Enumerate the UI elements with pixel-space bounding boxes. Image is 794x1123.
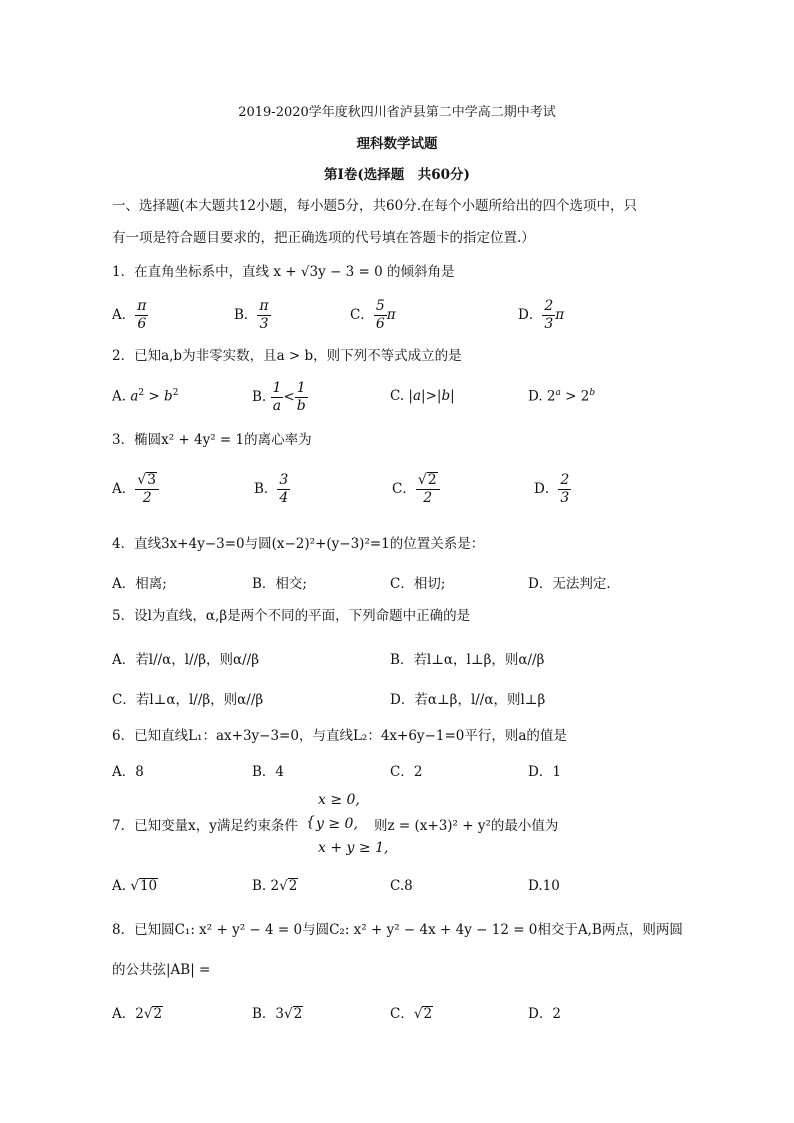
question-7-option-c: C.8: [390, 878, 413, 894]
instructions-line-2: 有一项是符合题目要求的，把正确选项的代号填在答题卡的指定位置.）: [112, 230, 535, 246]
question-3-option-a: A． $\frac{√3}{2}$: [112, 472, 159, 507]
question-8-option-d: D．2: [528, 1006, 561, 1022]
question-7-option-d: D.10: [528, 878, 560, 894]
question-8-stem-2: 的公共弦|AB| =: [112, 962, 211, 978]
question-7-constraint-2: y ≥ 0,: [316, 816, 358, 832]
question-5-stem: 5．设l为直线，α,β是两个不同的平面，下列命题中正确的是: [112, 608, 471, 624]
question-3-stem: 3．椭圆x² + 4y² = 1的离心率为: [112, 432, 312, 448]
question-7-option-b: B. 2√2: [252, 878, 298, 894]
question-1-option-c: C． $\frac{5}{6}$ π: [350, 298, 396, 332]
question-3-option-d: D． $\frac{2}{3}$: [534, 472, 570, 506]
question-2-stem: 2．已知a,b为非零实数，且a > b，则下列不等式成立的是: [112, 348, 462, 364]
question-2-option-d: D. $2^a > 2^b$: [528, 388, 596, 405]
question-6-option-c: C．2: [390, 764, 423, 780]
question-6-stem: 6．已知直线L₁：ax+3y−3=0，与直线L₂：4x+6y−1=0平行，则a的值是: [112, 728, 567, 744]
question-1-option-b: B． $\frac{\pi}{3}$: [234, 298, 269, 332]
question-8-option-c: C．√2: [390, 1006, 433, 1022]
question-2-option-c: C. |a|>|b|: [390, 388, 455, 404]
question-4-stem: 4．直线3x+4y−3=0与圆(x−2)²+(y−3)²=1的位置关系是：: [112, 536, 485, 552]
question-7-option-a: A. √10: [112, 878, 158, 894]
instructions-line-1: 一、选择题(本大题共12小题，每小题5分，共60分.在每个小题所给出的四个选项中，只: [112, 198, 638, 214]
question-3-option-c: C． $\frac{√2}{2}$: [392, 472, 440, 507]
question-5-option-a: A．若l//α，l//β，则α//β: [112, 652, 260, 668]
question-2-option-a: A. $a^2 > b^2$: [112, 388, 179, 405]
question-2-option-b: B. $\frac{1}{a}$ < $\frac{1}{b}$: [252, 380, 306, 414]
question-4-option-d: D．无法判定.: [528, 576, 611, 592]
question-7-stem: 7．已知变量x，y满足约束条件: [112, 818, 298, 834]
question-1-option-d: D． $\frac{2}{3}$ π: [518, 298, 565, 332]
exam-subtitle: 理科数学试题: [356, 136, 438, 152]
question-4-option-c: C．相切;: [390, 576, 446, 592]
question-6-option-d: D．1: [528, 764, 561, 780]
question-5-option-d: D．若α⊥β，l//α，则l⊥β: [390, 692, 546, 708]
question-4-option-a: A．相离;: [112, 576, 167, 592]
question-6-option-a: A．8: [112, 764, 144, 780]
question-7-constraint-1: x ≥ 0,: [318, 792, 360, 808]
exam-title: 2019-2020学年度秋四川省泸县第二中学高二期中考试: [238, 105, 556, 120]
question-8-option-a: A．2√2: [112, 1006, 163, 1022]
section-heading: 第I卷(选择题 共60分): [324, 167, 470, 183]
question-3-option-b: B． $\frac{3}{4}$: [254, 472, 289, 506]
question-1-stem: 1．在直角坐标系中，直线 x + √3y − 3 = 0 的倾斜角是: [112, 264, 455, 280]
question-5-option-b: B．若l⊥α，l⊥β，则α//β: [390, 652, 545, 668]
question-8-stem: 8．已知圆C₁: x² + y² − 4 = 0与圆C₂: x² + y² − 4x + 4y − 12 = 0相交于A,B两点，则两圆: [112, 922, 683, 938]
question-4-option-b: B．相交;: [252, 576, 307, 592]
question-7-brace: {: [306, 814, 315, 830]
question-6-option-b: B．4: [252, 764, 285, 780]
question-1-option-a: A． $\frac{\pi}{6}$: [112, 298, 147, 332]
question-7-constraint-3: x + y ≥ 1,: [318, 840, 389, 856]
question-7-stem-tail: 则z = (x+3)² + y²的最小值为: [374, 818, 559, 834]
question-5-option-c: C．若l⊥α，l//β，则α//β: [112, 692, 264, 708]
question-8-option-b: B．3√2: [252, 1006, 303, 1022]
